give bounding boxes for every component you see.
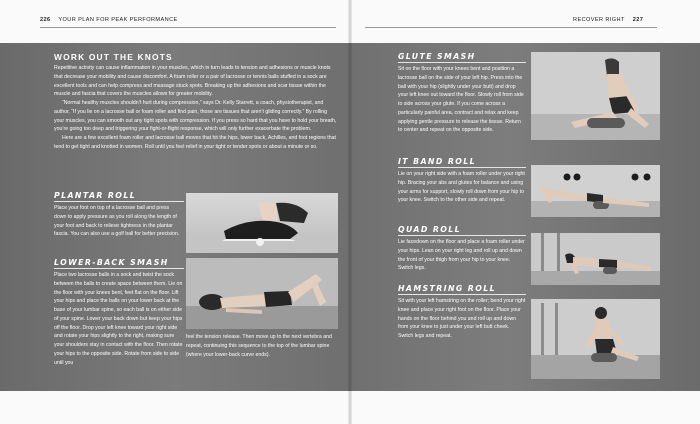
plantar-roll-title: PLANTAR ROLL [54,191,137,200]
left-running-title: YOUR PLAN FOR PEAK PERFORMANCE [58,17,178,23]
right-running-head [573,17,643,23]
intro-paragraph-1: Repetitive activity can cause inflammation in your muscles, which in turn leads to tension and adhesions or muscle knots that decrease your mobility and cause discomfort. A foam roller or a pair of lacrosse or tennis balls stuffed in a sock are excellent tools and can help compress and massage stuck spots. Breaking up the adhesions and scar tissue within the muscle and fascia that covers the muscles allows for greater mobility. [54,65,331,98]
section-title: WORK OUT THE KNOTS [54,52,173,62]
intro-text [54,64,338,184]
glute-smash-title: GLUTE SMASH [398,52,476,61]
lower-back-smash-photo [186,258,338,329]
hamstring-roll-rule [398,294,526,295]
it-band-roll-photo [531,165,660,217]
plantar-roll-text: Place your foot on top of a lacrosse ball and press down to apply pressure as you roll along the length of your foot and back to relieve tightness in the plantar fascia. You can also use a golf ball for better precision. [54,205,180,238]
glute-smash-text: Sit on the floor with your knees bent and position a lacrosse ball on the side of your left hip. Press into the ball with your hip (slightly under your butt) and drop your left knee out toward the floor. Slowly roll from side to side across your glute. If you come across a particularly painful area, contract and relax and keep applying gentle pressure to release the tissue. Return to center and repeat on the opposite side. [398,66,524,134]
quad-roll-title: QUAD ROLL [398,225,461,234]
hamstring-roll-text: Sit with your left hamstring on the roller; bend your right knee and place your right foot on the floor. Place your hands on the floor behind you and roll up and down from your knee to just under your left butt cheek. Switch legs and repeat. [398,298,526,339]
it-band-roll-rule [398,167,526,168]
lower-back-smash-text-col2: feel the tension release. Then move up to the next vertebra and repeat, continuing this sequence to the top of the lumbar spine (where your lower-back curve ends). [186,334,332,358]
quad-roll-photo [531,233,660,285]
glute-smash-rule [398,62,526,63]
glute-smash-photo [531,52,660,140]
right-header-rule [365,27,657,28]
intro-paragraph-2: “Normal healthy muscles shouldn’t hurt during compression,” says Dr. Kelly Starrett, a coach, physiotherapist, and author. “If you lie on a lacrosse ball or foam roller and find pain, those are tissues that aren’t gliding correctly.” By rolling your muscles, you can smooth out any tight spots with compression. If you press so hard that you have to hold your breath, you’re going too deep and triggering your fight-or-flight response, which will only further exacerbate the problem. [54,100,337,133]
plantar-roll-photo [186,193,338,253]
quad-roll-rule [398,235,526,236]
it-band-roll-text: Lie on your right side with a foam roller under your right hip. Bracing your abs and glutes for balance and using your arms for support, slowly roll down from your hip to your knee. Switch to the other side and repeat. [398,171,525,204]
lower-back-smash-title: LOWER-BACK SMASH [54,258,169,267]
left-running-head [40,17,178,23]
quad-roll-text: Lie facedown on the floor and place a foam roller under your hips. Lean on your right leg and roll up and down the front of your thigh from your hip to your knee. Switch legs. [398,239,525,272]
intro-paragraph-3: Here are a few excellent foam roller and lacrosse ball moves that hit the hips, lower back, Achilles, and foot regions that tend to get tight and knotted in women. Roll until you feel relief in your tight or tender spots or about a minute or so. [54,135,336,150]
book-gutter [348,0,352,424]
lower-back-smash-rule [54,268,184,269]
plantar-roll-rule [54,201,184,202]
right-running-title: RECOVER RIGHT [573,17,625,23]
left-page-number: 226 [40,17,51,23]
lower-back-smash-text-col1: Place two lacrosse balls in a sock and twist the sock between the balls to create space between them. Lie on the floor with your knees bent, feet flat on the floor. Lift your hips and place the balls on your lower back at the base of your lumbar spine, so each ball is on either side of your spine. Lower your back down but keep your hips off the floor. Drop your left knee toward your right side and rotate your hips slightly to the right, making sure your shoulders stay in contact with the floor. Then rotate your hips to the opposite side. Rotate from side to side until you [54,272,183,366]
right-page-number: 227 [632,17,644,23]
hamstring-roll-photo [531,299,660,379]
left-header-rule [40,27,336,28]
it-band-roll-title: IT BAND ROLL [398,157,476,166]
hamstring-roll-title: HAMSTRING ROLL [398,284,496,293]
